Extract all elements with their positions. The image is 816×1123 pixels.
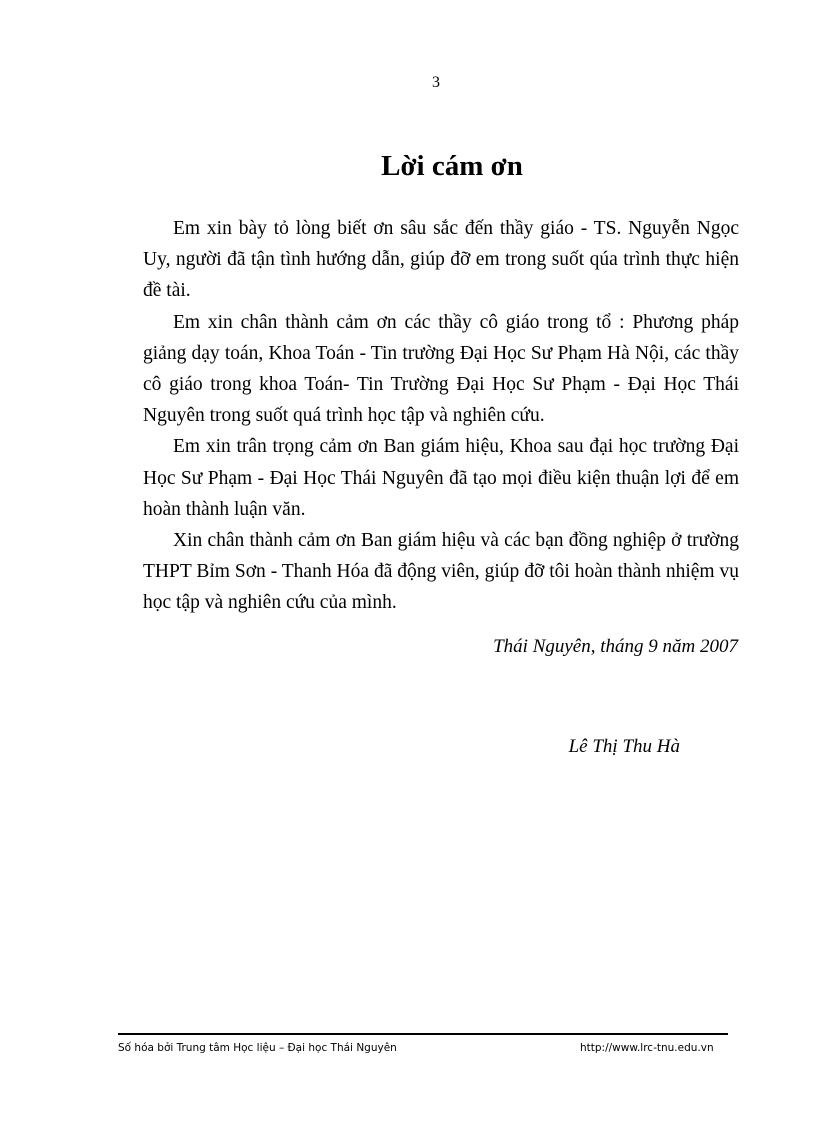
paragraph: Em xin chân thành cảm ơn các thầy cô giáo trong tổ : Phương pháp giảng dạy toán, Khoa Toán - Tin trường Đại Học Sư Phạm Hà Nội, các thầy cô giáo trong khoa Toán- Tin Trường Đại Học Sư Phạm - Đại Học Thái Nguyên trong suốt quá trình học tập và nghiên cứu. xyxy=(143,311,739,427)
page-title: Lời cám ơn xyxy=(381,150,523,182)
footer-divider xyxy=(118,1033,728,1035)
page-number: 3 xyxy=(432,74,440,91)
acknowledgement-body xyxy=(143,213,739,619)
paragraph: Xin chân thành cảm ơn Ban giám hiệu và các bạn đồng nghiệp ở trường THPT Bỉm Sơn - Thanh Hóa đã động viên, giúp đỡ tôi hoàn thành nhiệm vụ học tập và nghiên cứu của mình. xyxy=(143,530,739,614)
signoff-place-date: Thái Nguyên, tháng 9 năm 2007 xyxy=(493,636,738,657)
paragraph: Em xin bày tỏ lòng biết ơn sâu sắc đến thầy giáo - TS. Nguyễn Ngọc Uy, người đã tận tình hướng dẫn, giúp đỡ em trong suốt qúa trình thực hiện đề tài. xyxy=(143,218,739,302)
footer-source: Số hóa bởi Trung tâm Học liệu – Đại học Thái Nguyên xyxy=(118,1042,397,1054)
paragraph: Em xin trân trọng cảm ơn Ban giám hiệu, Khoa sau đại học trường Đại Học Sư Phạm - Đại Học Thái Nguyên đã tạo mọi điều kiện thuận lợi để em hoàn thành luận văn. xyxy=(143,436,739,520)
footer-url: http://www.lrc-tnu.edu.vn xyxy=(580,1042,714,1054)
signoff-author: Lê Thị Thu Hà xyxy=(568,736,680,757)
